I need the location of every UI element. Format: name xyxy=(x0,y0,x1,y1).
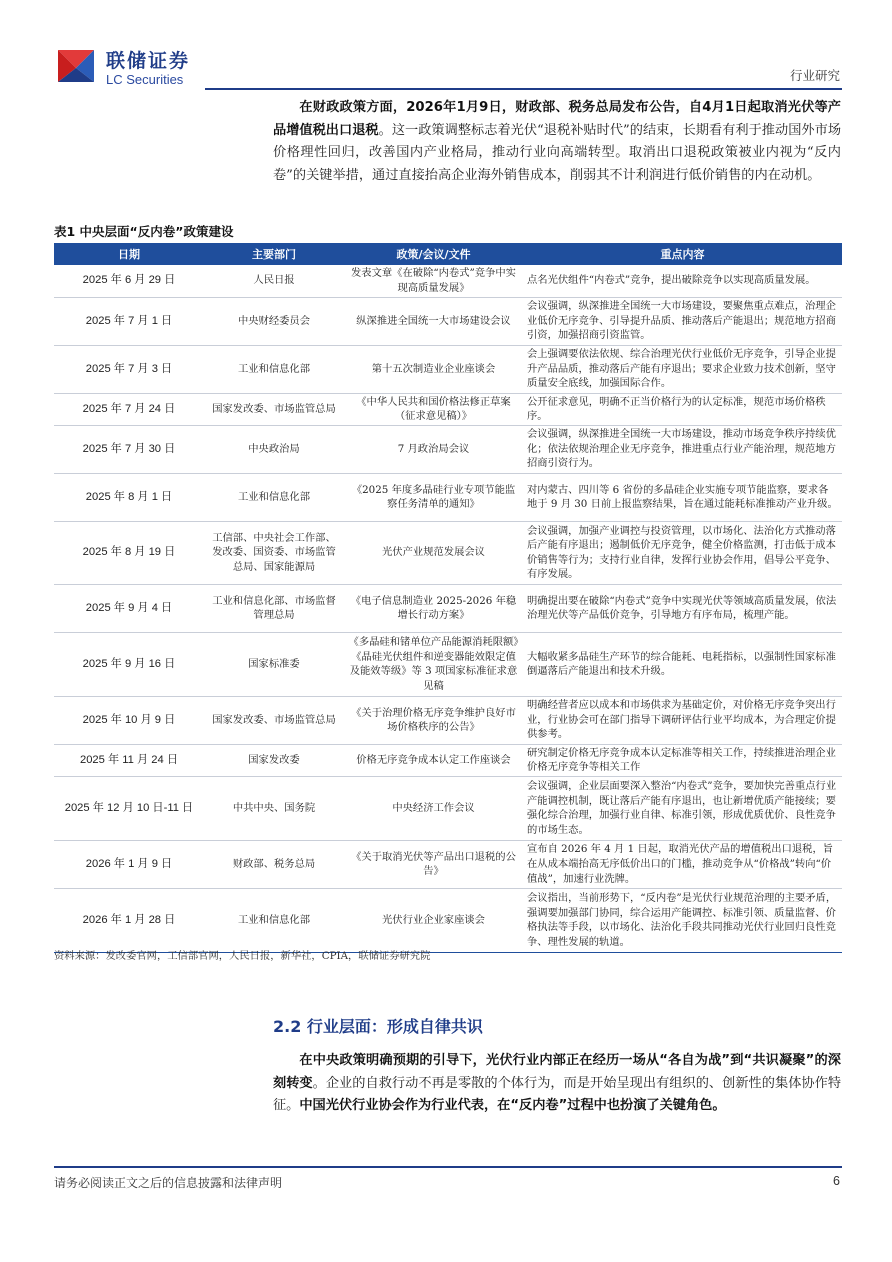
cell-department: 中共中央、国务院 xyxy=(204,776,344,840)
cell-date: 2025 年 7 月 30 日 xyxy=(54,425,204,473)
cell-policy: 《关于取消光伏等产品出口退税的公告》 xyxy=(344,840,523,888)
cell-content: 对内蒙古、四川等 6 省份的多晶硅企业实施专项节能监察，要求各地于 9 月 30 日前上报监察结果，旨在通过能耗标准推动产业升级。 xyxy=(523,473,842,521)
header-date: 日期 xyxy=(54,243,204,265)
cell-policy: 《中华人民共和国价格法修正草案（征求意见稿）》 xyxy=(344,393,523,425)
cell-date: 2025 年 6 月 29 日 xyxy=(54,265,204,297)
policy-table xyxy=(54,243,842,953)
table-row xyxy=(54,345,842,393)
paragraph-body: 。企业的自救行动不再是零散的个体行为，而是开始呈现出有组织的、创新性的集体协作特征。 xyxy=(273,1075,842,1113)
cell-content: 宣布自 2026 年 4 月 1 日起，取消光伏产品的增值税出口退税，旨在从成本端抬高无序低价出口的门槛，推动竞争从“价格战”转向“价值战”，加速行业洗牌。 xyxy=(523,840,842,888)
cell-date: 2025 年 10 月 9 日 xyxy=(54,696,204,744)
cell-department: 工业和信息化部、市场监督管理总局 xyxy=(204,584,344,632)
cell-department: 中央财经委员会 xyxy=(204,297,344,345)
table-source-note: 资料来源：发改委官网，工信部官网，人民日报，新华社，CPIA，联储证券研究院 xyxy=(54,950,431,962)
table-row xyxy=(54,696,842,744)
header-key-content: 重点内容 xyxy=(523,243,842,265)
cell-policy: 《多晶硅和锗单位产品能源消耗限额》《晶硅光伏组件和逆变器能效限定值及能效等级》等 3 项国家标准征求意见稿 xyxy=(344,632,523,696)
cell-policy: 中央经济工作会议 xyxy=(344,776,523,840)
cell-policy: 7 月政治局会议 xyxy=(344,425,523,473)
cell-content: 大幅收紧多晶硅生产环节的综合能耗、电耗指标，以强制性国家标准倒逼落后产能退出和技术升级。 xyxy=(523,632,842,696)
table-row xyxy=(54,521,842,584)
paragraph-bold-lead: 在中央政策明确预期的引导下，光伏行业内部正在经历一场从“各自为战”到“共识凝聚”的深刻转变 xyxy=(273,1053,841,1091)
cell-department: 中央政治局 xyxy=(204,425,344,473)
cell-department: 工业和信息化部 xyxy=(204,473,344,521)
cell-content: 点名光伏组件“内卷式”竞争，提出破除竞争以实现高质量发展。 xyxy=(523,265,842,297)
section-heading: 2.2 行业层面：形成自律共识 xyxy=(273,1017,483,1036)
cell-policy: 第十五次制造业企业座谈会 xyxy=(344,345,523,393)
report-category: 行业研究 xyxy=(789,68,840,83)
table-row xyxy=(54,425,842,473)
cell-department: 国家发改委、市场监管总局 xyxy=(204,393,344,425)
logo-english-name: LC Securities xyxy=(106,72,184,87)
cell-policy: 价格无序竞争成本认定工作座谈会 xyxy=(344,744,523,776)
cell-date: 2026 年 1 月 9 日 xyxy=(54,840,204,888)
cell-content: 会议指出，当前形势下，“反内卷”是光伏行业规范治理的主要矛盾，强调要加强部门协同，综合运用产能调控、标准引领、质量监督、价格执法等手段，以市场化、法治化手段共同推动光伏行业回归良性竞争、理性发展的轨道。 xyxy=(523,888,842,952)
cell-content: 会议强调，纵深推进全国统一大市场建设，推动市场竞争秩序持续优化；依法依规治理企业无序竞争，推进重点行业产能治理，规范地方招商引资行为。 xyxy=(523,425,842,473)
cell-content: 明确提出要在破除“内卷式”竞争中实现光伏等领域高质量发展，依法治理光伏等产品低价竞争，引导地方有序布局，梳理产能。 xyxy=(523,584,842,632)
cell-date: 2025 年 9 月 4 日 xyxy=(54,584,204,632)
cell-department: 国家标准委 xyxy=(204,632,344,696)
cell-department: 国家发改委、市场监管总局 xyxy=(204,696,344,744)
cell-date: 2025 年 9 月 16 日 xyxy=(54,632,204,696)
header-department: 主要部门 xyxy=(204,243,344,265)
cell-date: 2026 年 1 月 28 日 xyxy=(54,888,204,952)
table-row xyxy=(54,393,842,425)
cell-content: 会上强调要依法依规、综合治理光伏行业低价无序竞争，引导企业提升产品品质，推动落后产能有序退出；要求企业致力技术创新，坚守质量安全底线，加强国际合作。 xyxy=(523,345,842,393)
cell-policy: 《电子信息制造业 2025-2026 年稳增长行动方案》 xyxy=(344,584,523,632)
table-title: 表1 中央层面“反内卷”政策建设 xyxy=(54,224,234,239)
footer-disclaimer: 请务必阅读正文之后的信息披露和法律声明 xyxy=(54,1176,283,1190)
table-row xyxy=(54,584,842,632)
cell-policy: 光伏行业企业家座谈会 xyxy=(344,888,523,952)
paragraph-body: 。这一政策调整标志着光伏“退税补贴时代”的结束，长期看有利于推动国外市场价格理性回归，改善国内产业格局，推动行业向高端转型。取消出口退税政策被业内视为“反内卷”的关键举措，通过直接抬高企业海外销售成本，削弱其不计利润进行低价销售的内在动机。 xyxy=(273,122,842,183)
fiscal-policy-paragraph xyxy=(273,97,841,187)
logo-chinese-name: 联储证券 xyxy=(106,50,191,72)
table-row xyxy=(54,473,842,521)
cell-date: 2025 年 8 月 1 日 xyxy=(54,473,204,521)
cell-content: 会议强调，纵深推进全国统一大市场建设，要聚焦重点难点，治理企业低价无序竞争、引导提升品质、推动落后产能退出；规范地方招商引资，加强招商引资监管。 xyxy=(523,297,842,345)
cell-policy: 光伏产业规范发展会议 xyxy=(344,521,523,584)
cell-department: 工业和信息化部 xyxy=(204,888,344,952)
table-row xyxy=(54,297,842,345)
page-number: 6 xyxy=(833,1174,840,1188)
cell-department: 人民日报 xyxy=(204,265,344,297)
header-divider xyxy=(205,88,842,90)
table-row xyxy=(54,888,842,952)
table-row xyxy=(54,840,842,888)
lc-securities-logo-icon xyxy=(54,46,98,86)
cell-policy: 纵深推进全国统一大市场建设会议 xyxy=(344,297,523,345)
cell-content: 公开征求意见，明确不正当价格行为的认定标准，规范市场价格秩序。 xyxy=(523,393,842,425)
cell-department: 工信部、中央社会工作部、发改委、国资委、市场监管总局、国家能源局 xyxy=(204,521,344,584)
cell-policy: 《关于治理价格无序竞争维护良好市场价格秩序的公告》 xyxy=(344,696,523,744)
cell-date: 2025 年 7 月 1 日 xyxy=(54,297,204,345)
cell-date: 2025 年 12 月 10 日-11 日 xyxy=(54,776,204,840)
cell-content: 会议强调，加强产业调控与投资管理，以市场化、法治化方式推动落后产能有序退出；遏制低价无序竞争，健全价格监测，打击低于成本价销售等行为；支持行业自律，发挥行业协会作用，倡导公平竞争、有序发展。 xyxy=(523,521,842,584)
table-header-row xyxy=(54,243,842,265)
table-row xyxy=(54,744,842,776)
cell-date: 2025 年 8 月 19 日 xyxy=(54,521,204,584)
cell-content: 明确经营者应以成本和市场供求为基础定价，对价格无序竞争突出行业，行业协会可在部门指导下调研评估行业平均成本，为合理定价提供参考。 xyxy=(523,696,842,744)
industry-level-paragraph xyxy=(273,1050,841,1118)
page-header xyxy=(0,0,892,92)
header-policy: 政策/会议/文件 xyxy=(344,243,523,265)
footer-divider xyxy=(54,1166,842,1168)
table-row xyxy=(54,632,842,696)
cell-department: 国家发改委 xyxy=(204,744,344,776)
cell-policy: 《2025 年度多晶硅行业专项节能监察任务清单的通知》 xyxy=(344,473,523,521)
cell-department: 工业和信息化部 xyxy=(204,345,344,393)
paragraph-bold-lead: 在财政政策方面，2026年1月9日，财政部、税务总局发布公告，自4月1日起取消光伏等产品增值税出口退税 xyxy=(273,100,841,138)
cell-date: 2025 年 7 月 3 日 xyxy=(54,345,204,393)
table-row xyxy=(54,265,842,297)
paragraph-bold-tail: 中国光伏行业协会作为行业代表，在“反内卷”过程中也扮演了关键角色。 xyxy=(299,1098,726,1113)
cell-content: 研究制定价格无序竞争成本认定标准等相关工作，持续推进治理企业价格无序竞争等相关工作 xyxy=(523,744,842,776)
cell-policy: 发表文章《在破除“内卷式”竞争中实现高质量发展》 xyxy=(344,265,523,297)
table-row xyxy=(54,776,842,840)
cell-department: 财政部、税务总局 xyxy=(204,840,344,888)
cell-date: 2025 年 11 月 24 日 xyxy=(54,744,204,776)
cell-date: 2025 年 7 月 24 日 xyxy=(54,393,204,425)
cell-content: 会议强调，企业层面要深入整治“内卷式”竞争，要加快完善重点行业产能调控机制，既让落后产能有序退出，也让新增优质产能接续；要强化综合治理，加强行业自律、标准引领，形成优质优价、良性竞争的市场生态。 xyxy=(523,776,842,840)
